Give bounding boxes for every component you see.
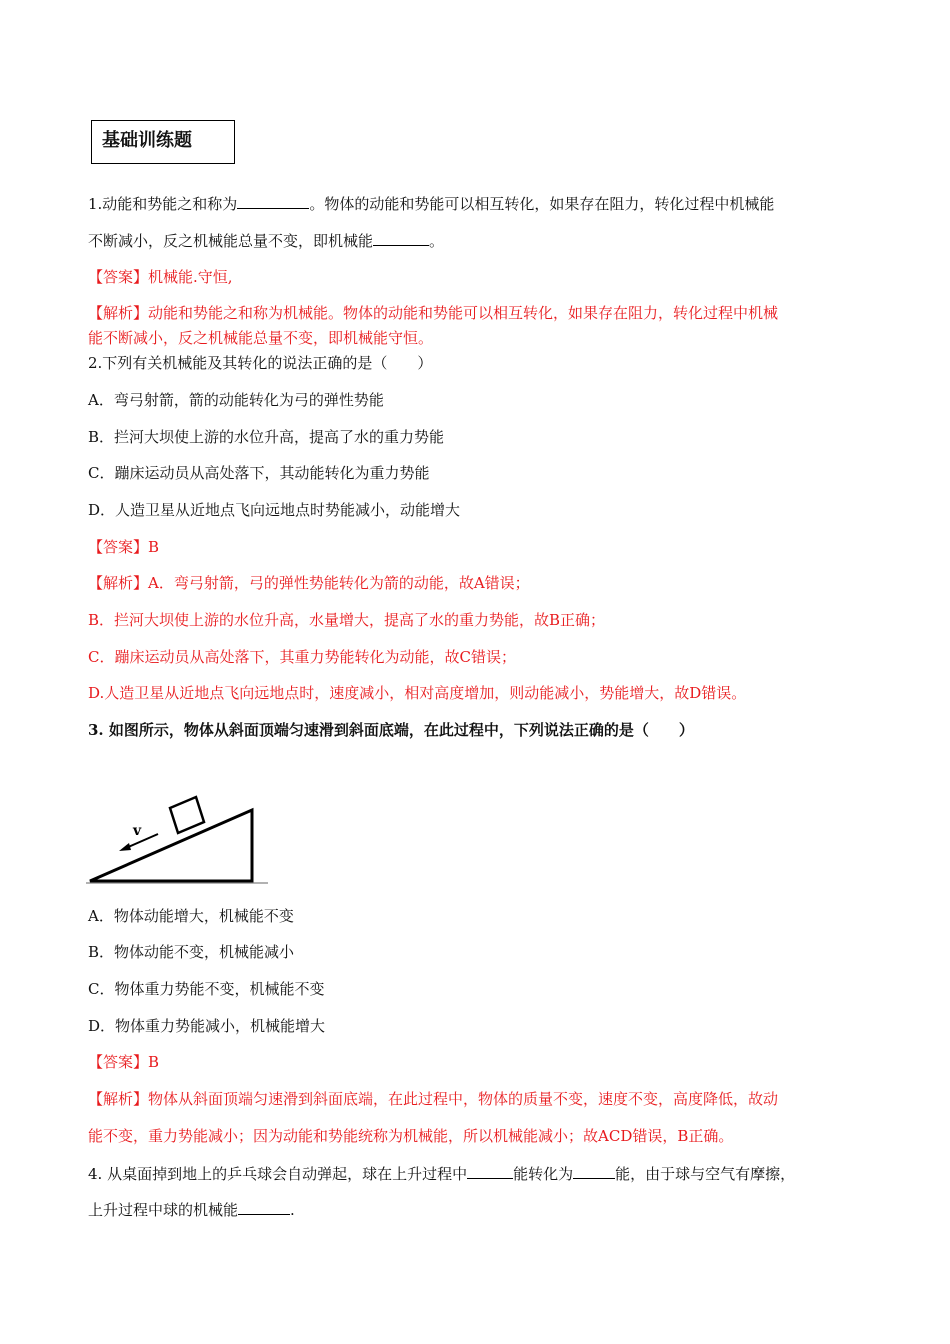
q1-explanation-1: 【解析】动能和势能之和称为机械能。物体的动能和势能可以相互转化，如果存在阻力，转化过程中机械 <box>88 304 779 322</box>
q2-explanation-4: D.人造卫星从近地点飞向远地点时，速度减小，相对高度增加，则动能减小，势能增大，故D错误。 <box>88 684 747 702</box>
velocity-arrow-head <box>119 843 131 851</box>
incline-figure <box>86 788 272 888</box>
q3-explanation-2: 能不变，重力势能减小；因为动能和势能统称为机械能，所以机械能减小；故ACD错误，B正确。 <box>88 1127 734 1145</box>
q1-line-2: 不断减小，反之机械能总量不变，即机械能 。 <box>88 232 445 250</box>
q3-option-b: B．物体动能不变，机械能减小 <box>88 943 295 961</box>
velocity-arrow-shaft <box>126 834 158 848</box>
q1-explanation-2: 能不断减小，反之机械能总量不变，即机械能守恒。 <box>88 329 434 347</box>
velocity-label: v <box>133 823 142 839</box>
q4-blank-2 <box>573 1163 615 1179</box>
q3-answer: 【答案】B <box>88 1053 160 1071</box>
q4-line-2: 上升过程中球的机械能 . <box>88 1201 295 1219</box>
q2-answer: 【答案】B <box>88 538 160 556</box>
q3-option-c: C．物体重力势能不变，机械能不变 <box>88 980 325 998</box>
q4-blank-3 <box>238 1199 290 1215</box>
q2-option-a: A．弯弓射箭，箭的动能转化为弓的弹性势能 <box>88 391 384 409</box>
q4-blank-1 <box>467 1163 513 1179</box>
q2-stem: 2.下列有关机械能及其转化的说法正确的是（ ） <box>88 354 433 372</box>
q3-explanation-1: 【解析】物体从斜面顶端匀速滑到斜面底端，在此过程中，物体的质量不变，速度不变，高度降低，故动 <box>88 1090 779 1108</box>
q3-stem: 3. 如图所示，物体从斜面顶端匀速滑到斜面底端，在此过程中，下列说法正确的是（ ） <box>88 721 694 739</box>
sliding-block <box>170 797 204 833</box>
q2-explanation-2: B．拦河大坝使上游的水位升高，水量增大，提高了水的重力势能，故B正确； <box>88 611 606 629</box>
q1-blank-2 <box>373 230 429 246</box>
section-title: 基础训练题 <box>91 120 235 164</box>
q2-explanation-1: 【解析】A．弯弓射箭，弓的弹性势能转化为箭的动能，故A错误； <box>88 574 530 592</box>
q2-explanation-3: C．蹦床运动员从高处落下，其重力势能转化为动能，故C错误； <box>88 648 516 666</box>
q4-line-1: 4. 从桌面掉到地上的乒乓球会自动弹起，球在上升过程中 能转化为 能，由于球与空气有摩擦， <box>88 1165 796 1183</box>
q3-option-d: D．物体重力势能减小，机械能增大 <box>88 1017 326 1035</box>
q3-option-a: A．物体动能增大，机械能不变 <box>88 907 294 925</box>
q1-line-1: 1.动能和势能之和称为 。物体的动能和势能可以相互转化，如果存在阻力，转化过程中机械能 <box>88 195 775 213</box>
q2-option-b: B．拦河大坝使上游的水位升高，提高了水的重力势能 <box>88 428 445 446</box>
q2-option-c: C．蹦床运动员从高处落下，其动能转化为重力势能 <box>88 464 430 482</box>
q2-option-d: D．人造卫星从近地点飞向远地点时势能减小，动能增大 <box>88 501 461 519</box>
incline-triangle <box>90 810 252 881</box>
q1-answer: 【答案】机械能.守恒, <box>88 268 233 286</box>
q1-blank-1 <box>237 193 309 209</box>
